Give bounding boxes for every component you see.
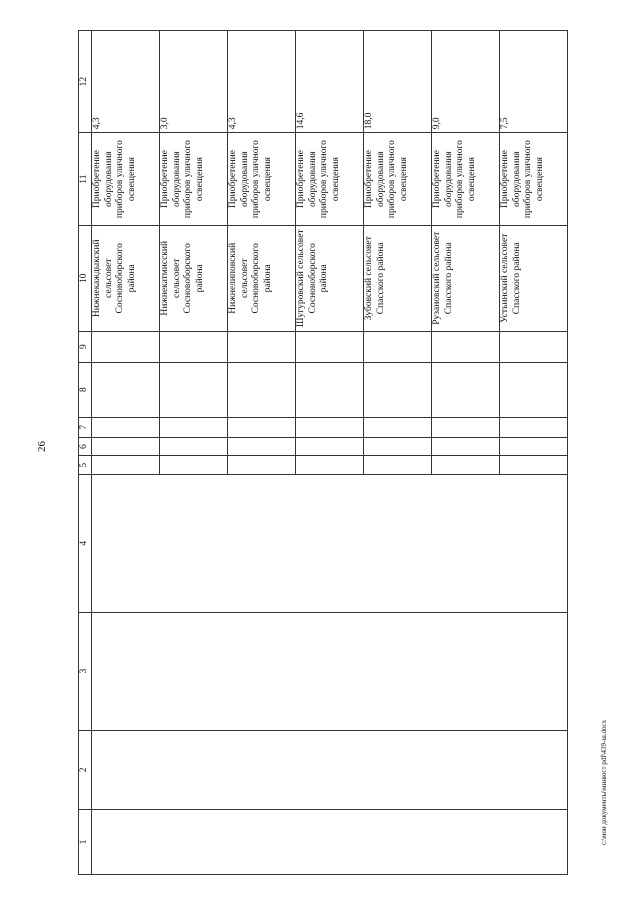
purpose-cell: Приобретение оборудования приборов уличного освещения <box>500 133 568 226</box>
amount-cell: 4,3 <box>228 31 296 133</box>
purpose-cell: Приобретение оборудования приборов уличного освещения <box>160 133 228 226</box>
recipient-cell: Нижнелиповский сельсовет Сосновоборского района <box>228 226 296 332</box>
cell-col-8 <box>500 362 568 417</box>
cell-col-9 <box>364 331 432 362</box>
cell-col-7 <box>228 417 296 437</box>
cell-col-6 <box>500 437 568 456</box>
cell-col-6 <box>92 437 160 456</box>
cell-col-7 <box>296 417 364 437</box>
cell-col-5 <box>228 456 296 475</box>
cell-col-8 <box>160 362 228 417</box>
cell-col-9 <box>432 331 500 362</box>
cell-col-5 <box>296 456 364 475</box>
cell-col-7 <box>92 417 160 437</box>
header-col-5: 5 <box>79 456 92 475</box>
purpose-cell: Приобретение оборудования приборов уличного освещения <box>432 133 500 226</box>
cell-col-9 <box>92 331 160 362</box>
cell-col-8 <box>92 362 160 417</box>
cell-col-8 <box>364 362 432 417</box>
header-col-9: 9 <box>79 331 92 362</box>
cell-col-6 <box>296 437 364 456</box>
page-number: 26 <box>36 441 48 452</box>
recipient-cell: Нижнекатмисский сельсовет Сосновоборского района <box>160 226 228 332</box>
header-col-12: 12 <box>79 31 92 133</box>
cell-col-9 <box>228 331 296 362</box>
header-col-11: 11 <box>79 133 92 226</box>
header-col-3: 3 <box>79 612 92 730</box>
cell-col-2 <box>92 730 568 809</box>
amount-cell: 18,0 <box>364 31 432 133</box>
cell-col-7 <box>432 417 500 437</box>
footer-file-path: c:\мои документы\минюст pdf\439-ш.docx <box>600 719 608 845</box>
recipient-cell: Нижнекаждыкский сельсовет Сосновоборского района <box>92 226 160 332</box>
cell-col-6 <box>160 437 228 456</box>
header-col-2: 2 <box>79 730 92 809</box>
data-table <box>78 30 568 875</box>
cell-col-6 <box>228 437 296 456</box>
amount-cell: 9,0 <box>432 31 500 133</box>
rotated-table-wrapper <box>78 30 570 875</box>
recipient-cell: Устьинский сельсовет Спасского района <box>500 226 568 332</box>
header-col-6: 6 <box>79 437 92 456</box>
recipient-cell: Рузановский сельсовет Спасского района <box>432 226 500 332</box>
amount-cell: 14,6 <box>296 31 364 133</box>
header-row <box>79 31 92 875</box>
amount-cell: 3,0 <box>160 31 228 133</box>
cell-col-7 <box>160 417 228 437</box>
amount-cell: 7,5 <box>500 31 568 133</box>
cell-col-5 <box>364 456 432 475</box>
cell-col-5 <box>92 456 160 475</box>
cell-col-9 <box>160 331 228 362</box>
header-col-1: 1 <box>79 810 92 875</box>
cell-col-8 <box>432 362 500 417</box>
header-col-8: 8 <box>79 362 92 417</box>
cell-col-5 <box>160 456 228 475</box>
header-col-10: 10 <box>79 226 92 332</box>
header-col-7: 7 <box>79 417 92 437</box>
cell-col-7 <box>500 417 568 437</box>
cell-col-5 <box>500 456 568 475</box>
purpose-cell: Приобретение оборудования приборов уличного освещения <box>296 133 364 226</box>
amount-cell: 4,3 <box>92 31 160 133</box>
cell-col-6 <box>364 437 432 456</box>
header-col-4: 4 <box>79 474 92 612</box>
cell-col-8 <box>228 362 296 417</box>
table-row <box>92 31 160 875</box>
purpose-cell: Приобретение оборудования приборов уличного освещения <box>92 133 160 226</box>
cell-col-6 <box>432 437 500 456</box>
cell-col-3 <box>92 612 568 730</box>
cell-col-1 <box>92 810 568 875</box>
cell-col-9 <box>296 331 364 362</box>
recipient-cell: Зубовский сельсовет Спасского района <box>364 226 432 332</box>
cell-col-5 <box>432 456 500 475</box>
cell-col-9 <box>500 331 568 362</box>
cell-col-8 <box>296 362 364 417</box>
purpose-cell: Приобретение оборудования приборов уличного освещения <box>228 133 296 226</box>
purpose-cell: Приобретение оборудования приборов уличного освещения <box>364 133 432 226</box>
recipient-cell: Шугуровский сельсовет Сосновоборского района <box>296 226 364 332</box>
cell-col-7 <box>364 417 432 437</box>
cell-col-4 <box>92 474 568 612</box>
